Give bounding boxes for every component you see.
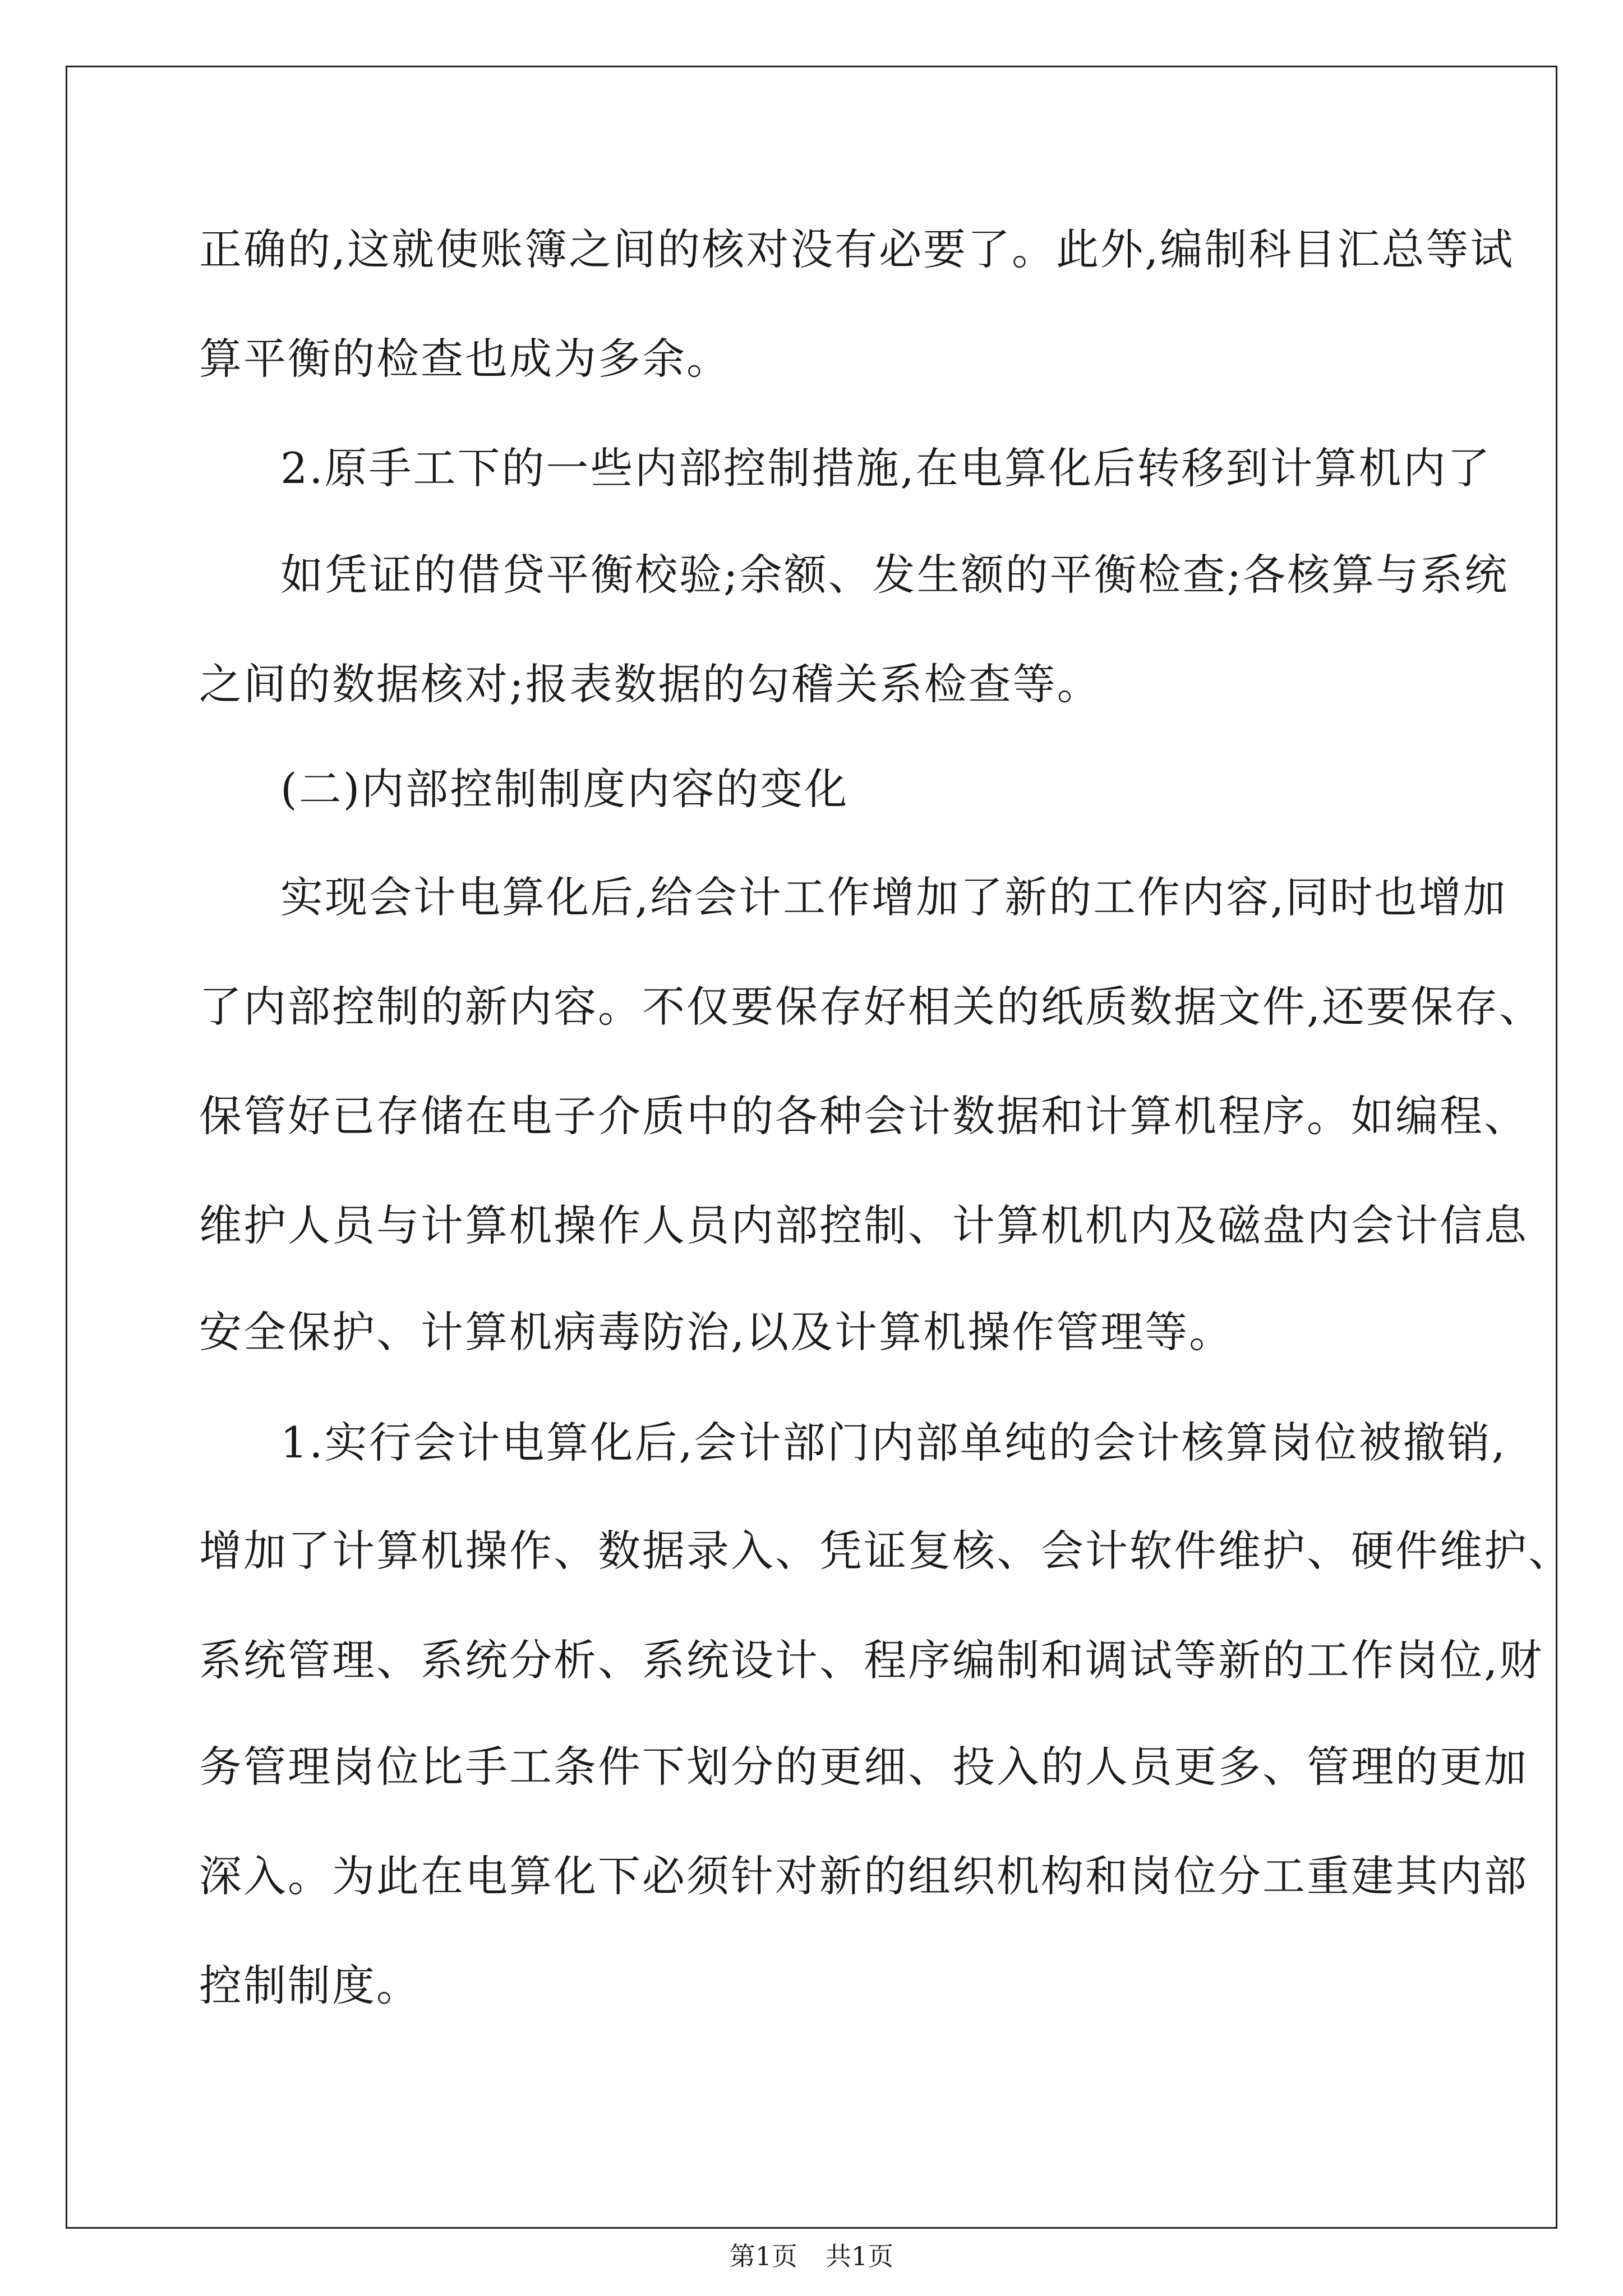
paragraph-line: 务管理岗位比手工条件下划分的更细、投入的人员更多、管理的更加	[199, 1742, 1528, 1792]
paragraph-line: 了内部控制的新内容。不仅要保存好相关的纸质数据文件,还要保存、	[199, 982, 1544, 1032]
paragraph-line: 之间的数据核对;报表数据的勾稽关系检查等。	[199, 659, 1101, 709]
paragraph-line: 正确的,这就使账簿之间的核对没有必要了。此外,编制科目汇总等试	[199, 224, 1515, 274]
page-total: 共1页	[826, 2241, 894, 2271]
page-footer	[0, 2239, 1623, 2273]
paragraph-line: 如凭证的借贷平衡校验;余额、发生额的平衡检查;各核算与系统	[280, 550, 1509, 600]
paragraph-line: 控制制度。	[199, 1961, 421, 2010]
paragraph-line: 维护人员与计算机操作人员内部控制、计算机机内及磁盘内会计信息	[199, 1200, 1528, 1250]
paragraph-line: 算平衡的检查也成为多余。	[199, 334, 731, 384]
paragraph-line: 安全保护、计算机病毒防治,以及计算机操作管理等。	[199, 1307, 1234, 1357]
paragraph-line: 系统管理、系统分析、系统设计、程序编制和调试等新的工作岗位,财	[199, 1635, 1544, 1685]
paragraph-line: 深入。为此在电算化下必须针对新的组织机构和岗位分工重建其内部	[199, 1851, 1528, 1901]
page-number: 第1页	[729, 2241, 797, 2271]
paragraph-line: 2.原手工下的一些内部控制措施,在电算化后转移到计算机内了	[280, 443, 1492, 493]
paragraph-line: 增加了计算机操作、数据录入、凭证复核、会计软件维护、硬件维护、	[199, 1526, 1573, 1576]
section-heading: (二)内部控制制度内容的变化	[280, 764, 849, 814]
paragraph-line: 实现会计电算化后,给会计工作增加了新的工作内容,同时也增加	[280, 872, 1507, 922]
paragraph-line: 1.实行会计电算化后,会计部门内部单纯的会计核算岗位被撤销,	[280, 1418, 1507, 1467]
paragraph-line: 保管好已存储在电子介质中的各种会计数据和计算机程序。如编程、	[199, 1091, 1528, 1141]
